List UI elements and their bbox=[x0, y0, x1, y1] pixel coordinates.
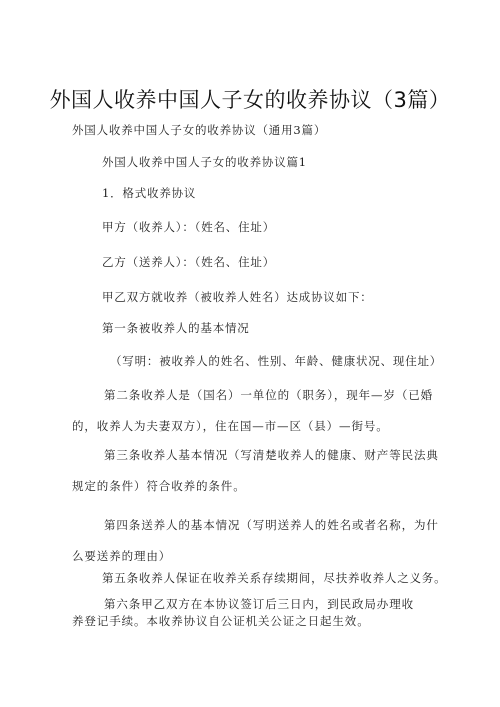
article-6: 第六条甲乙双方在本协议签订后三日内，到民政局办理收养登记手续。本收养协议自公证机关公证之日起生效。 bbox=[72, 597, 414, 628]
section-heading: 外国人收养中国人子女的收养协议篇1 bbox=[102, 155, 307, 169]
document-subtitle: 外国人收养中国人子女的收养协议（通用3篇） bbox=[72, 123, 327, 137]
article-2: 第二条收养人是（国名）一单位的（职务），现年—岁（已婚的，收养人为夫妻双方），住在国—市—区（县）—街号。 bbox=[72, 388, 434, 433]
article-5: 第五条收养人保证在收养关系存续期间，尽扶养收养人之义务。 bbox=[102, 571, 447, 585]
article-4: 第四条送养人的基本情况（写明送养人的姓名或者名称，为什么要送养的理由） bbox=[72, 518, 439, 563]
item-1: 1．格式收养协议 bbox=[102, 186, 197, 200]
article-3: 第三条收养人基本情况（写清楚收养人的健康、财产等民法典规定的条件）符合收养的条件。 bbox=[72, 448, 439, 493]
document-title: 外国人收养中国人子女的收养协议（3篇） bbox=[49, 88, 451, 112]
agreement-intro: 甲乙双方就收养（被收养人姓名）达成协议如下： bbox=[102, 290, 373, 304]
party-b-line: 乙方（送养人）：（姓名、住址） bbox=[102, 255, 275, 269]
article-1: 第一条被收养人的基本情况 bbox=[102, 321, 250, 335]
article-1-note: （写明：被收养人的姓名、性别、年龄、健康状况、现住址） bbox=[110, 354, 443, 368]
party-a-line: 甲方（收养人）：（姓名、住址） bbox=[102, 220, 275, 234]
